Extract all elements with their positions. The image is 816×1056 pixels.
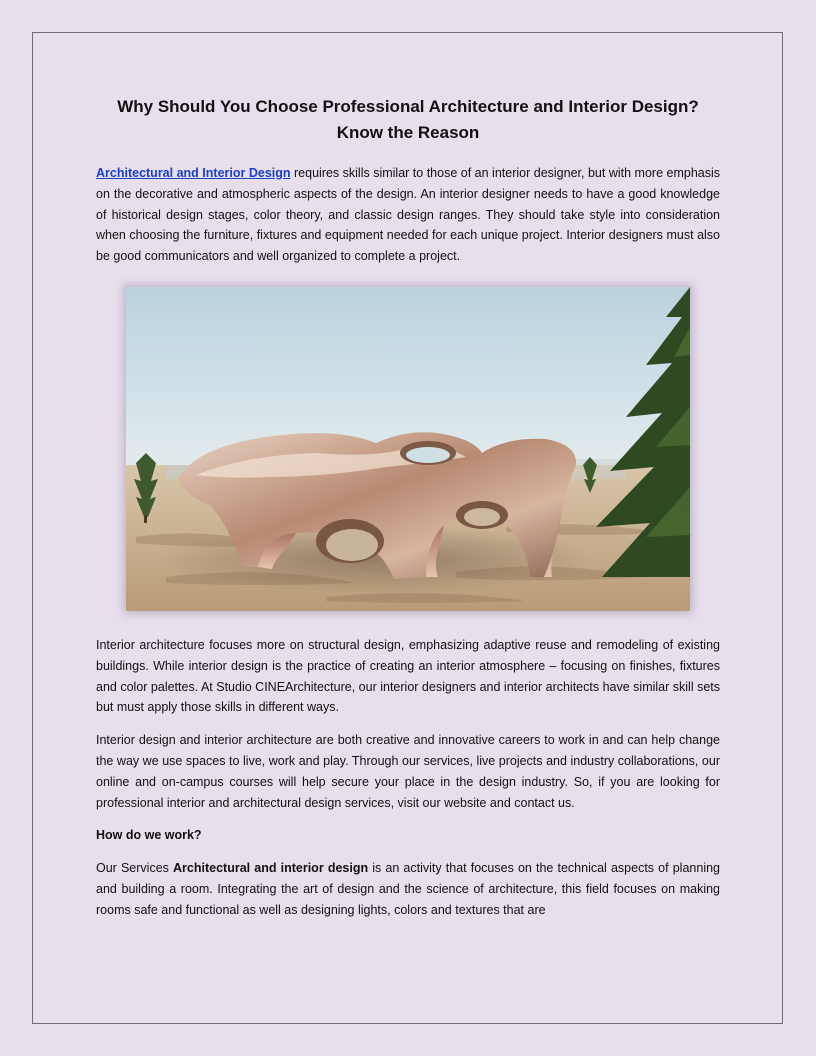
sculpture-illustration <box>126 287 690 611</box>
architectural-design-link[interactable]: Architectural and Interior Design <box>96 166 291 180</box>
paragraph-interior-architecture: Interior architecture focuses more on structural design, emphasizing adaptive reuse and remodeling of existing buildings. While interior design is the practice of creating an interior atmosphere – focusing on finishes, fixtures and color palettes. At Studio CINEArchitecture, our interior designers and interior architects have similar skill sets but must apply those skills in different ways. <box>96 637 720 715</box>
intro-text: requires skills similar to those of an interior designer, but with more emphasis on the decorative and atmospheric aspects of the design. An interior designer needs to have a good knowledge of historical design stages, color theory, and classic design ranges. They should take style into consideration when choosing the furniture, fixtures and equipment needed for each unique project. Interior designers must also be good communicators and well organized to complete a project. <box>96 166 720 264</box>
paragraph-careers: Interior design and interior architecture are both creative and innovative careers to work in and can help change the way we use spaces to live, work and play. Through our services, live projects and industry collaborations, our online and on-campus courses will help secure your place in the design industry. So, if you are looking for professional interior and architectural design services, visit our website and contact us. <box>96 733 720 810</box>
page-title: Why Should You Choose Professional Architecture and Interior Design? Know the Reason <box>117 97 699 142</box>
section-heading: How do we work? <box>96 828 202 843</box>
services-text: is an activity that focuses on the technical aspects of planning and building a room. Integrating the art of design and the science of architecture, this field focuses on making rooms safe and functional as well as designing lights, colors and textures that are <box>96 861 720 917</box>
services-prefix: Our Services <box>96 861 174 876</box>
services-bold: Architectural and interior design <box>173 861 369 876</box>
intro-paragraph <box>96 163 720 267</box>
architecture-render-image <box>126 287 690 611</box>
document-body <box>96 94 720 933</box>
paragraph-services <box>96 858 720 920</box>
